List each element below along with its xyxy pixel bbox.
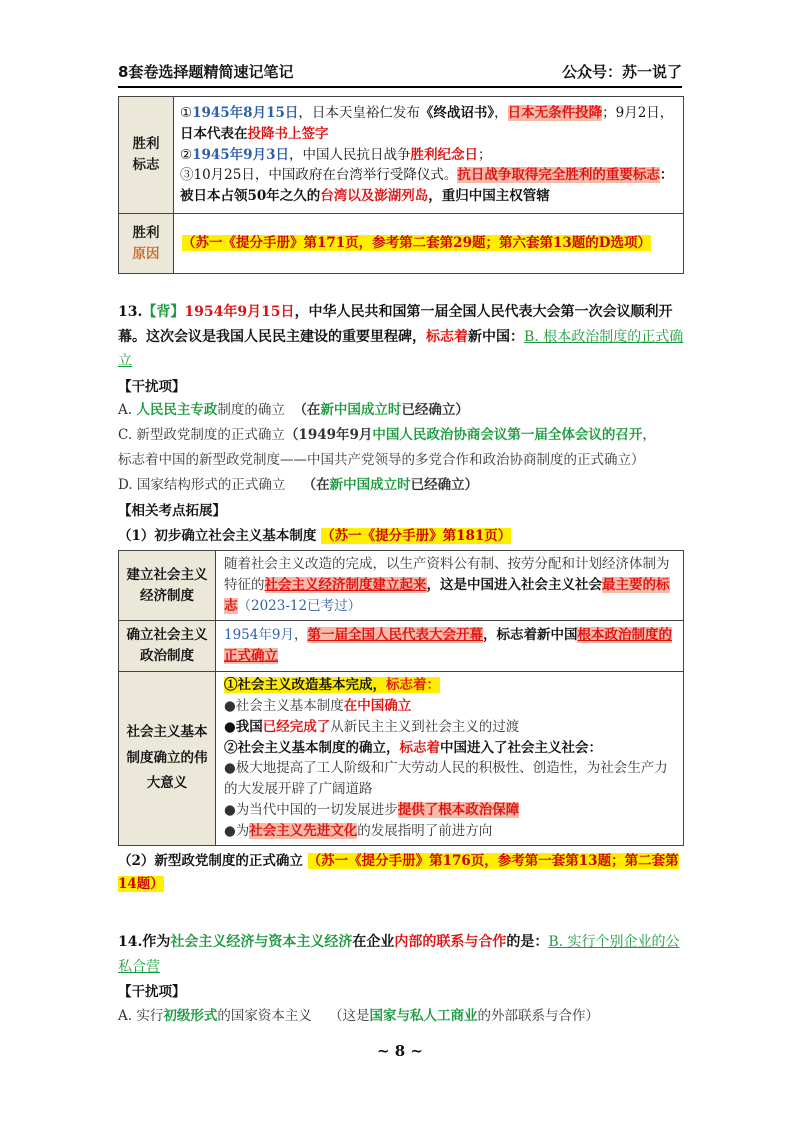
page-content bbox=[118, 96, 684, 1029]
significance-label: 社会主义基本制度确立的伟大意义 bbox=[119, 671, 216, 845]
page-number: ~ 8 ~ bbox=[376, 1042, 424, 1060]
question-13: 13.【背】1954年9月15日，中华人民共和国第一届全国人民代表大会第一次会议顺利开幕。这次会议是我国人民民主建设的重要里程碑，标志着新中国：B. 根本政治制度的正式确立 bbox=[118, 304, 684, 369]
header-title: 8套卷选择题精简速记笔记 bbox=[118, 63, 294, 81]
distractor-title-14: 【干扰项】 bbox=[118, 984, 186, 1001]
political-system-content: 1954年9月，第一届全国人民代表大会开幕，标志着新中国根本政治制度的正式确立 bbox=[216, 620, 684, 671]
option-13-c: C. 新型政党制度的正式确立（1949年9月中国人民政治协商会议第一届全体会议的召开， 标志着中国的新型政党制度——中国共产党领导的多党合作和政治协商制度的正式确立） bbox=[118, 427, 656, 469]
extension-title: 【相关考点拓展】 bbox=[118, 503, 226, 520]
victory-sign-label: 胜利标志 bbox=[119, 97, 174, 214]
political-system-label: 确立社会主义政治制度 bbox=[119, 620, 216, 671]
option-14-a: A. 实行初级形式的国家资本主义 （这是国家与私人工商业的外部联系与合作） bbox=[118, 1007, 600, 1024]
subsection-2: （2）新型政党制度的正式确立 （苏一《提分手册》第176页，参考第一套第13题；第二套第14题） bbox=[118, 853, 679, 893]
victory-reason-content: （苏一《提分手册》第171页，参考第二套第29题；第六套第13题的D选项） bbox=[174, 214, 684, 274]
question-14: 14.作为社会主义经济与资本主义经济在企业内部的联系与合作的是：B. 实行个别企业的公私合营 bbox=[118, 934, 680, 975]
victory-table bbox=[118, 96, 684, 274]
economic-system-content: 随着社会主义改造的完成，以生产资料公有制、按劳分配和计划经济体制为特征的社会主义经济制度建立起来，这是中国进入社会主义社会最主要的标志（2023-12已考过） bbox=[216, 551, 684, 621]
economic-system-label: 建立社会主义经济制度 bbox=[119, 551, 216, 621]
victory-sign-content: ①1945年8月15日，日本天皇裕仁发布《终战诏书》，日本无条件投降；9月2日，日本代表在投降书上签字 ②1945年9月3日，中国人民抗日战争胜利纪念日； ③10月25日，中国政府在台湾举行受降仪式。抗日战争取得完全胜利的重要标志：被日本占领50年之久的台湾以及澎湖列岛，重归中国主权管辖 bbox=[174, 97, 684, 214]
page-header bbox=[118, 52, 682, 88]
subsection-1: （1）初步确立社会主义基本制度 （苏一《提分手册》第181页） bbox=[118, 528, 512, 545]
option-13-a: A. 人民民主专政制度的确立 （在新中国成立时已经确立） bbox=[118, 402, 469, 419]
answer-14: B. 实行个别企业的公私合营 bbox=[118, 934, 680, 975]
distractor-title-13: 【干扰项】 bbox=[118, 378, 186, 395]
victory-reason-label: 胜利 原因 bbox=[119, 214, 174, 274]
socialism-table bbox=[118, 550, 684, 846]
header-account: 公众号：苏一说了 bbox=[561, 63, 682, 81]
option-13-d: D. 国家结构形式的正式确立 （在新中国成立时已经确立） bbox=[118, 477, 479, 494]
significance-content: ①社会主义改造基本完成，标志着： ●社会主义基本制度在中国确立 ●我国已经完成了从新民主主义到社会主义的过渡 ②社会主义基本制度的确立，标志着中国进入了社会主义社会： ●极大地提高了工人阶级和广大劳动人民的积极性、创造性，为社会生产力的大发展开辟了广阔道路 ●为当代中国的一切发展进步提供了根本政治保障 ●为社会主义先进文化的发展指明了前进方向 bbox=[216, 671, 684, 845]
answer-13: B. 根本政治制度的正式确立 bbox=[118, 328, 684, 369]
